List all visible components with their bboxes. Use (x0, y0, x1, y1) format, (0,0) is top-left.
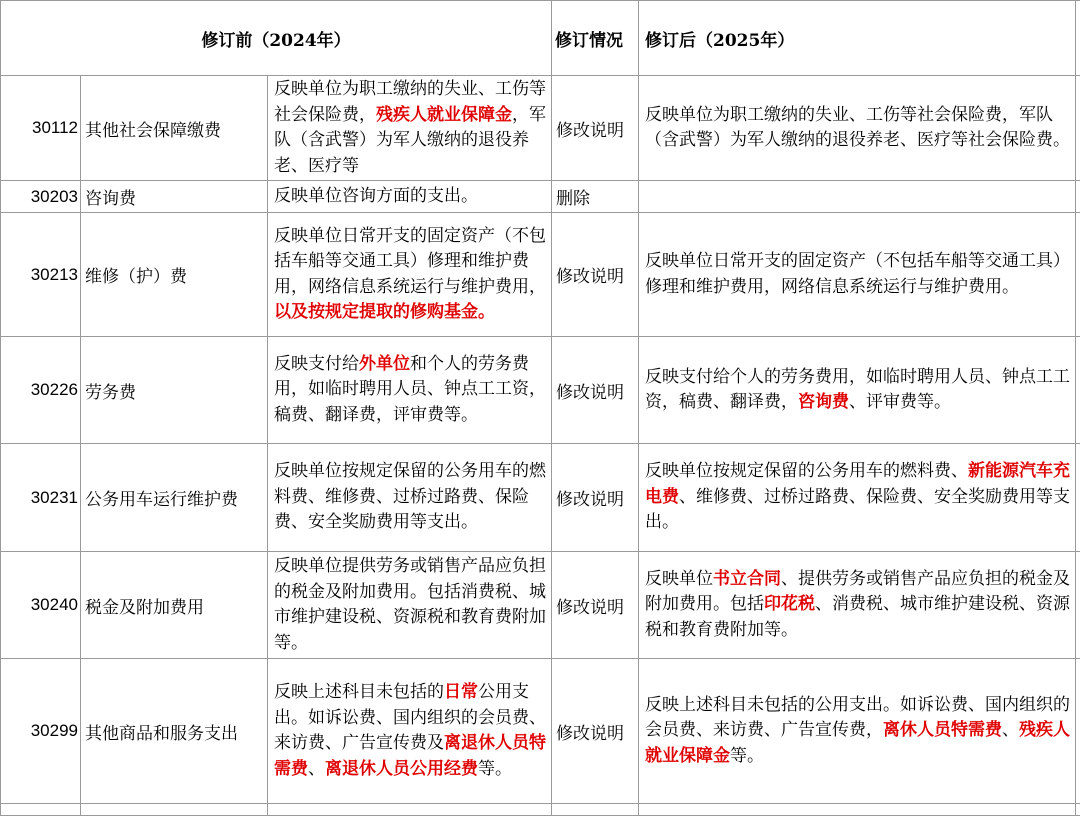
highlighted-change: 印花税 (764, 594, 815, 614)
text-segment: 反映上述科目未包括的公用支出。如诉讼费、国内组织的会员费、来访费、广告宣传费， (645, 695, 1070, 741)
row-name: 其他商品和服务支出 (81, 659, 268, 804)
text-segment: 反映支付给个人的劳务费用，如临时聘用人员、钟点工工资，稿费、翻译费， (645, 367, 1070, 413)
row-before-text (268, 444, 552, 552)
text-segment: 、消费税、城市维护建设税、资源税和教育费附加等。 (645, 594, 1070, 640)
text-segment: 反映单位提供劳务或销售产品应负担的税金及附加费用。包括消费税、城市维护建设税、资源税和教育费附加等。 (274, 556, 546, 653)
edge-cell (1076, 76, 1080, 181)
highlighted-change: 离退休人员特需费 (274, 733, 546, 779)
row-after-text (639, 552, 1076, 659)
text-segment: 反映单位日常开支的固定资产（不包括车船等交通工具）修理和维护费用，网络信息系统运行与维护费用。 (645, 251, 1070, 297)
row-status: 删除 (552, 181, 639, 213)
row-code: 30231 (1, 444, 81, 552)
table-row (1, 659, 1080, 804)
row-before-text (268, 659, 552, 804)
row-before-text (268, 76, 552, 181)
row-before-text (268, 213, 552, 337)
text-segment: 反映单位按规定保留的公务用车的燃料费、维修费、过桥过路费、保险费、安全奖励费用等支出。 (274, 461, 546, 532)
row-before-text (268, 552, 552, 659)
text-segment: 反映单位日常开支的固定资产（不包括车船等交通工具）修理和维护费用，网络信息系统运行与维护费用， (274, 226, 546, 297)
highlighted-change: 新能源汽车充电费 (645, 461, 1070, 507)
text-segment: 等。 (730, 746, 764, 766)
text-segment: 、 (1002, 720, 1019, 740)
row-code: 30213 (1, 213, 81, 337)
text-segment: 公用支出。如诉讼费、国内组织的会员费、来访费、广告宣传费及 (274, 682, 546, 753)
highlighted-change: 残疾人就业保障金 (645, 720, 1070, 766)
text-segment: 、维修费、过桥过路费、保险费、安全奖励费用等支出。 (645, 487, 1070, 533)
text-segment: 反映单位为职工缴纳的失业、工伤等社会保险费，军队（含武警）为军人缴纳的退役养老、医疗等社会保险费。 (645, 105, 1070, 151)
row-before-text (268, 181, 552, 213)
table-row (1, 552, 1080, 659)
row-after-text (639, 659, 1076, 804)
highlighted-change: 咨询费 (798, 392, 849, 412)
edge-column (1076, 1, 1080, 76)
header-before: 修订前（2024年） (1, 1, 552, 76)
row-after-text (639, 444, 1076, 552)
highlighted-change: 外单位 (359, 354, 410, 374)
text-segment: 、评审费等。 (849, 392, 951, 412)
text-segment: 反映单位为职工缴纳的失业、工伤等社会保险费， (274, 79, 546, 125)
row-status: 修改说明 (552, 213, 639, 337)
text-segment: 反映单位 (645, 569, 713, 589)
edge-cell (1076, 337, 1080, 444)
row-name: 其他社会保障缴费 (81, 76, 268, 181)
row-code: 30240 (1, 552, 81, 659)
table-row (1, 181, 1080, 213)
row-code: 30112 (1, 76, 81, 181)
text-segment: 反映单位咨询方面的支出。 (274, 186, 478, 206)
row-after-text (639, 181, 1076, 213)
row-status: 修改说明 (552, 552, 639, 659)
table-row (1, 444, 1080, 552)
row-name: 维修（护）费 (81, 213, 268, 337)
row-after-text (639, 337, 1076, 444)
row-after-text (639, 213, 1076, 337)
edge-cell (1076, 444, 1080, 552)
row-before-text (268, 337, 552, 444)
edge-cell (1076, 659, 1080, 804)
row-status: 修改说明 (552, 76, 639, 181)
row-status: 修改说明 (552, 659, 639, 804)
text-segment: 反映单位按规定保留的公务用车的燃料费、 (645, 461, 968, 481)
row-name: 咨询费 (81, 181, 268, 213)
row-name: 税金及附加费用 (81, 552, 268, 659)
highlighted-change: 离退休人员公用经费 (325, 759, 478, 779)
row-code: 30226 (1, 337, 81, 444)
table-row (1, 213, 1080, 337)
row-status: 修改说明 (552, 444, 639, 552)
edge-cell (1076, 552, 1080, 659)
row-code: 30299 (1, 659, 81, 804)
highlighted-change: 日常 (444, 682, 478, 702)
row-status: 修改说明 (552, 337, 639, 444)
highlighted-change: 书立合同 (713, 569, 781, 589)
row-code: 30203 (1, 181, 81, 213)
table-row (1, 76, 1080, 181)
edge-cell (1076, 213, 1080, 337)
header-after: 修订后（2025年） (639, 1, 1076, 76)
text-segment: 反映上述科目未包括的 (274, 682, 444, 702)
row-name: 公务用车运行维护费 (81, 444, 268, 552)
row-after-text (639, 76, 1076, 181)
highlighted-change: 以及按规定提取的修购基金。 (274, 302, 495, 322)
text-segment: 、 (308, 759, 325, 779)
highlighted-change: 离休人员特需费 (883, 720, 1002, 740)
text-segment: 反映支付给 (274, 354, 359, 374)
row-name: 劳务费 (81, 337, 268, 444)
table-row (1, 337, 1080, 444)
edge-cell (1076, 181, 1080, 213)
header-status: 修订情况 (552, 1, 639, 76)
highlighted-change: 残疾人就业保障金 (376, 105, 512, 125)
text-segment: 、提供劳务或销售产品应负担的税金及附加费用。包括 (645, 569, 1070, 615)
header-row (1, 1, 1080, 76)
text-segment: 等。 (478, 759, 512, 779)
text-segment: 和个人的劳务费用，如临时聘用人员、钟点工工资，稿费、翻译费，评审费等。 (274, 354, 546, 425)
text-segment: ，军队（含武警）为军人缴纳的退役养老、医疗等 (274, 105, 546, 176)
